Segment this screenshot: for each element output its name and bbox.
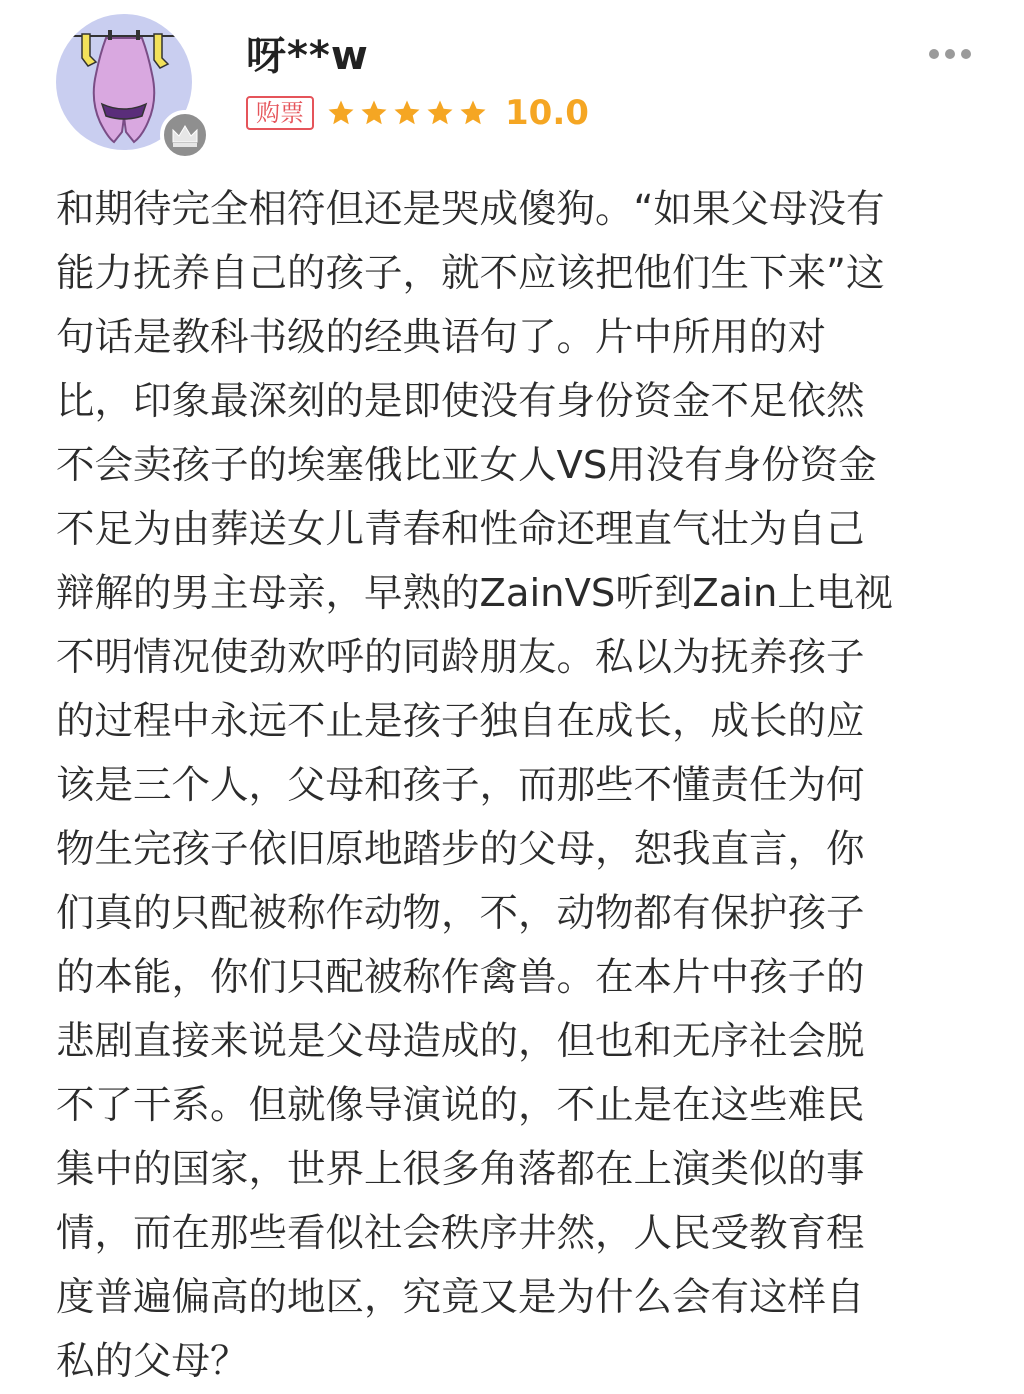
review-line: 物生完孩子依旧原地踏步的父母，恕我直言，你 bbox=[56, 827, 865, 872]
star-icon bbox=[392, 98, 422, 128]
review-line: 不足为由葬送女儿青春和性命还理直气壮为自己 bbox=[56, 507, 865, 552]
review-line: 的过程中永远不止是孩子独自在成长，成长的应 bbox=[56, 699, 865, 744]
star-icon bbox=[458, 98, 488, 128]
star-icon bbox=[359, 98, 389, 128]
review-line: 集中的国家，世界上很多角落都在上演类似的事 bbox=[56, 1147, 865, 1192]
rating-score: 10.0 bbox=[505, 93, 589, 133]
vip-badge bbox=[160, 110, 210, 160]
review-line: 度普遍偏高的地区，究竟又是为什么会有这样自 bbox=[56, 1275, 865, 1320]
review-line: 能力抚养自己的孩子，就不应该把他们生下来”这 bbox=[56, 251, 885, 296]
more-button[interactable] bbox=[924, 36, 976, 72]
username[interactable]: 呀**w bbox=[246, 33, 369, 79]
review-line: 私的父母？ bbox=[56, 1339, 249, 1384]
review-line: 该是三个人，父母和孩子，而那些不懂责任为何 bbox=[56, 763, 865, 808]
review-line: 不了干系。但就像导演说的，不止是在这些难民 bbox=[56, 1083, 865, 1128]
rating-row bbox=[246, 92, 589, 134]
review-line: 比，印象最深刻的是即使没有身份资金不足依然 bbox=[56, 379, 865, 424]
crown-icon bbox=[164, 114, 206, 156]
star-icon bbox=[425, 98, 455, 128]
avatar-wrap[interactable] bbox=[56, 14, 206, 164]
more-dots-icon bbox=[924, 36, 976, 72]
review-text bbox=[56, 178, 956, 1394]
review-line: 的本能，你们只配被称作禽兽。在本片中孩子的 bbox=[56, 955, 865, 1000]
review-line: 情，而在那些看似社会秩序井然，人民受教育程 bbox=[56, 1211, 865, 1256]
review-line: 句话是教科书级的经典语句了。片中所用的对 bbox=[56, 315, 827, 360]
review-line: 悲剧直接来说是父母造成的，但也和无序社会脱 bbox=[56, 1019, 865, 1064]
ticket-badge: 购票 bbox=[246, 96, 314, 130]
star-icon bbox=[326, 98, 356, 128]
review-line: 不明情况使劲欢呼的同龄朋友。私以为抚养孩子 bbox=[56, 635, 865, 680]
review-line: 辩解的男主母亲，早熟的ZainVS听到Zain上电视 bbox=[56, 571, 893, 616]
review-line: 们真的只配被称作动物，不，动物都有保护孩子 bbox=[56, 891, 865, 936]
review-line: 不会卖孩子的埃塞俄比亚女人VS用没有身份资金 bbox=[56, 443, 877, 488]
review-line: 和期待完全相符但还是哭成傻狗。“如果父母没有 bbox=[56, 187, 885, 232]
star-rating bbox=[326, 98, 491, 128]
